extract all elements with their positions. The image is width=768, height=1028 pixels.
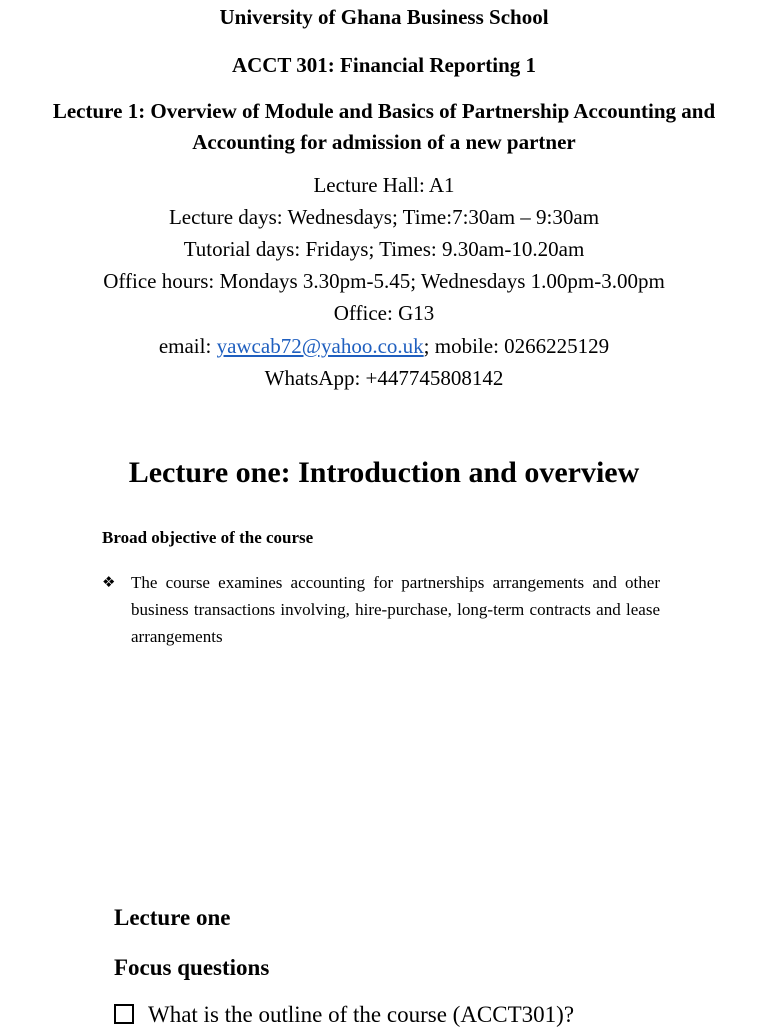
office-location: Office: G13 <box>333 301 435 325</box>
lecture-days: Lecture days: Wednesdays; Time:7:30am – 9:30am <box>168 205 600 229</box>
lecture-title-line2: Accounting for admission of a new partner <box>192 130 576 154</box>
objective-heading: Broad objective of the course <box>102 528 314 547</box>
focus-questions-heading: Focus questions <box>114 955 270 980</box>
focus-question-item <box>114 1002 574 1028</box>
email-label: email: <box>158 334 217 358</box>
objective-text: The course examines accounting for partnerships arrangements and other business transactions involving, hire-purchase, long-term contracts and lease arrangements <box>131 573 660 646</box>
tutorial-days: Tutorial days: Fridays; Times: 9.30am-10.20am <box>183 237 585 261</box>
email-link[interactable]: yawcab72@yahoo.co.uk <box>216 334 424 358</box>
contact-line <box>0 334 768 359</box>
whatsapp-number: WhatsApp: +447745808142 <box>264 366 504 390</box>
lecture-title-line1: Lecture 1: Overview of Module and Basics of Partnership Accounting and <box>52 99 716 123</box>
office-hours: Office hours: Mondays 3.30pm-5.45; Wednesdays 1.00pm-3.00pm <box>103 269 665 293</box>
checkbox-icon <box>114 1004 134 1024</box>
diamond-bullet-icon: ❖ <box>102 573 116 591</box>
lecture-one-heading: Lecture one <box>114 905 231 930</box>
lecture-hall: Lecture Hall: A1 <box>313 173 455 197</box>
school-name: University of Ghana Business School <box>219 5 549 29</box>
course-title: ACCT 301: Financial Reporting 1 <box>231 53 537 77</box>
mobile-number: ; mobile: 0266225129 <box>423 334 610 358</box>
focus-question-text: What is the outline of the course (ACCT301)? <box>148 1002 575 1027</box>
section-title: Lecture one: Introduction and overview <box>128 456 640 489</box>
